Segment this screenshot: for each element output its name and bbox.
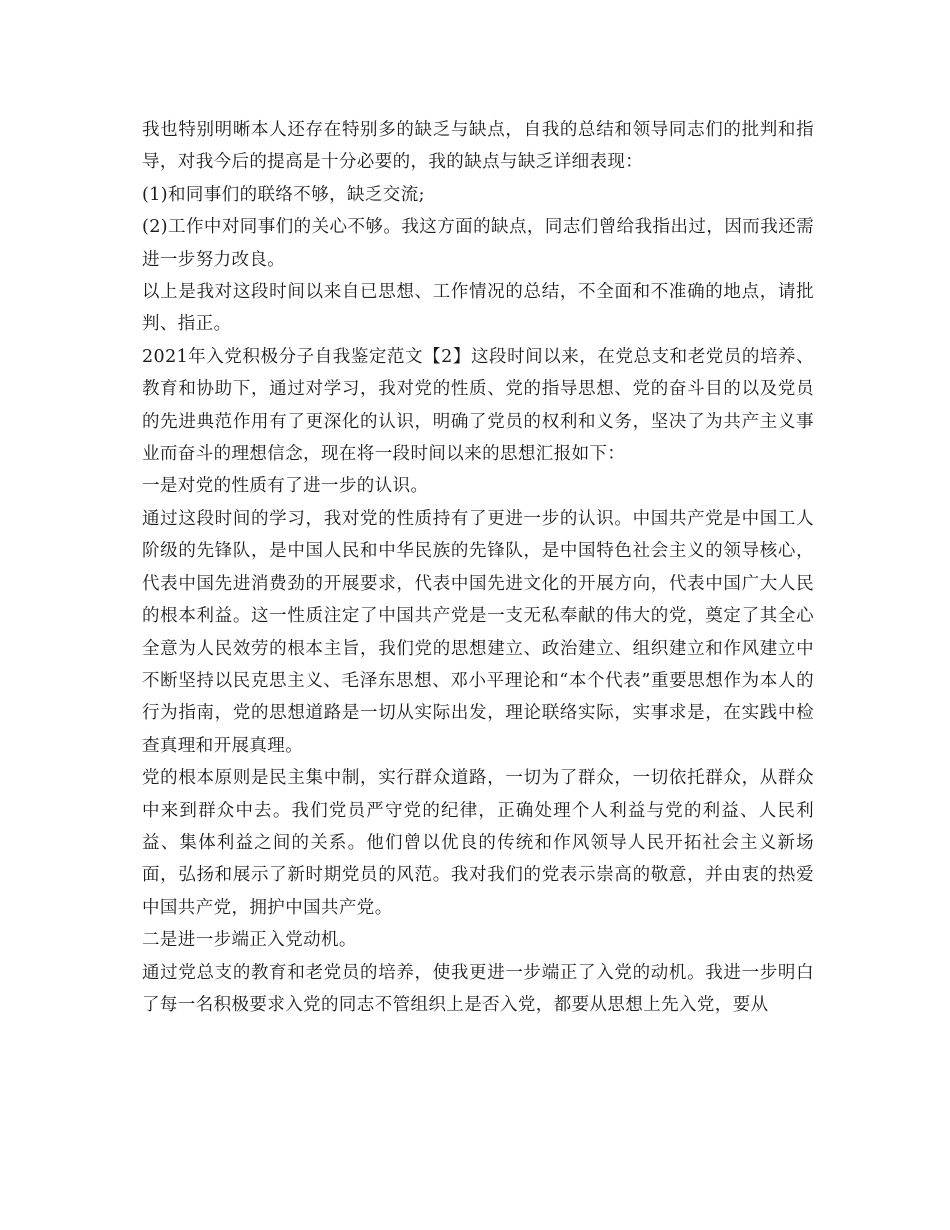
paragraph-motivation: 通过党总支的教育和老党员的培养，使我更进一步端正了入党的动机。我进一步明白了每一名积极要求入党的同志不管组织上是否入党，都要从思想上先入党，要从 [142, 962, 814, 1015]
paragraph-shortcoming-1: (1)和同事们的联络不够，缺乏交流; [142, 184, 425, 205]
paragraph-heading-party-nature: 一是对党的性质有了进一步的认识。 [142, 476, 429, 497]
paragraph-sample-2-intro: 2021年入党积极分子自我鉴定范文【2】这段时间以来，在党总支和老党员的培养、教育和协助下，通过对学习，我对党的性质、党的指导思想、党的奋斗目的以及党员的先进典范作用有了更深化的认识，明确了党员的权利和义务，坚决了为共产主义事业而奋斗的理想信念，现在将一段时间以来的思想汇报如下： [142, 346, 814, 465]
paragraph-summary-closing: 以上是我对这段时间以来自已思想、工作情况的总结，不全面和不准确的地点，请批判、指正。 [142, 282, 814, 335]
paragraph-heading-motivation: 二是进一步端正入党动机。 [142, 930, 357, 951]
paragraph-party-principle: 党的根本原则是民主集中制，实行群众道路，一切为了群众，一切依托群众，从群众中来到群众中去。我们党员严守党的纪律，正确处理个人利益与党的利益、人民利益、集体利益之间的关系。他们曾以优良的传统和作风领导人民开拓社会主义新场面，弘扬和展示了新时期党员的风范。我对我们的党表示崇高的敬意，并由衷的热爱中国共产党，拥护中国共产党。 [142, 768, 814, 918]
document-body [142, 114, 814, 1021]
paragraph-shortcoming-2: (2)工作中对同事们的关心不够。我这方面的缺点，同志们曾给我指出过，因而我还需进一步努力改良。 [142, 217, 814, 270]
paragraph-party-nature: 通过这段时间的学习，我对党的性质持有了更进一步的认识。中国共产党是中国工人阶级的先锋队，是中国人民和中华民族的先锋队，是中国特色社会主义的领导核心，代表中国先进消费劲的开展要求，代表中国先进文化的开展方向，代表中国广大人民的根本利益。这一性质注定了中国共产党是一支无私奉献的伟大的党，奠定了其全心全意为人民效劳的根本主旨，我们党的思想建立、政治建立、组织建立和作风建立中不断坚持以民克思主义、毛泽东思想、邓小平理论和“本个代表”重要思想作为本人的行为指南，党的思想道路是一切从实际出发，理论联络实际，实事求是，在实践中检查真理和开展真理。 [142, 508, 814, 756]
paragraph-shortcomings-intro: 我也特别明晰本人还存在特别多的缺乏与缺点，自我的总结和领导同志们的批判和指导，对我今后的提高是十分必要的，我的缺点与缺乏详细表现： [142, 120, 814, 173]
